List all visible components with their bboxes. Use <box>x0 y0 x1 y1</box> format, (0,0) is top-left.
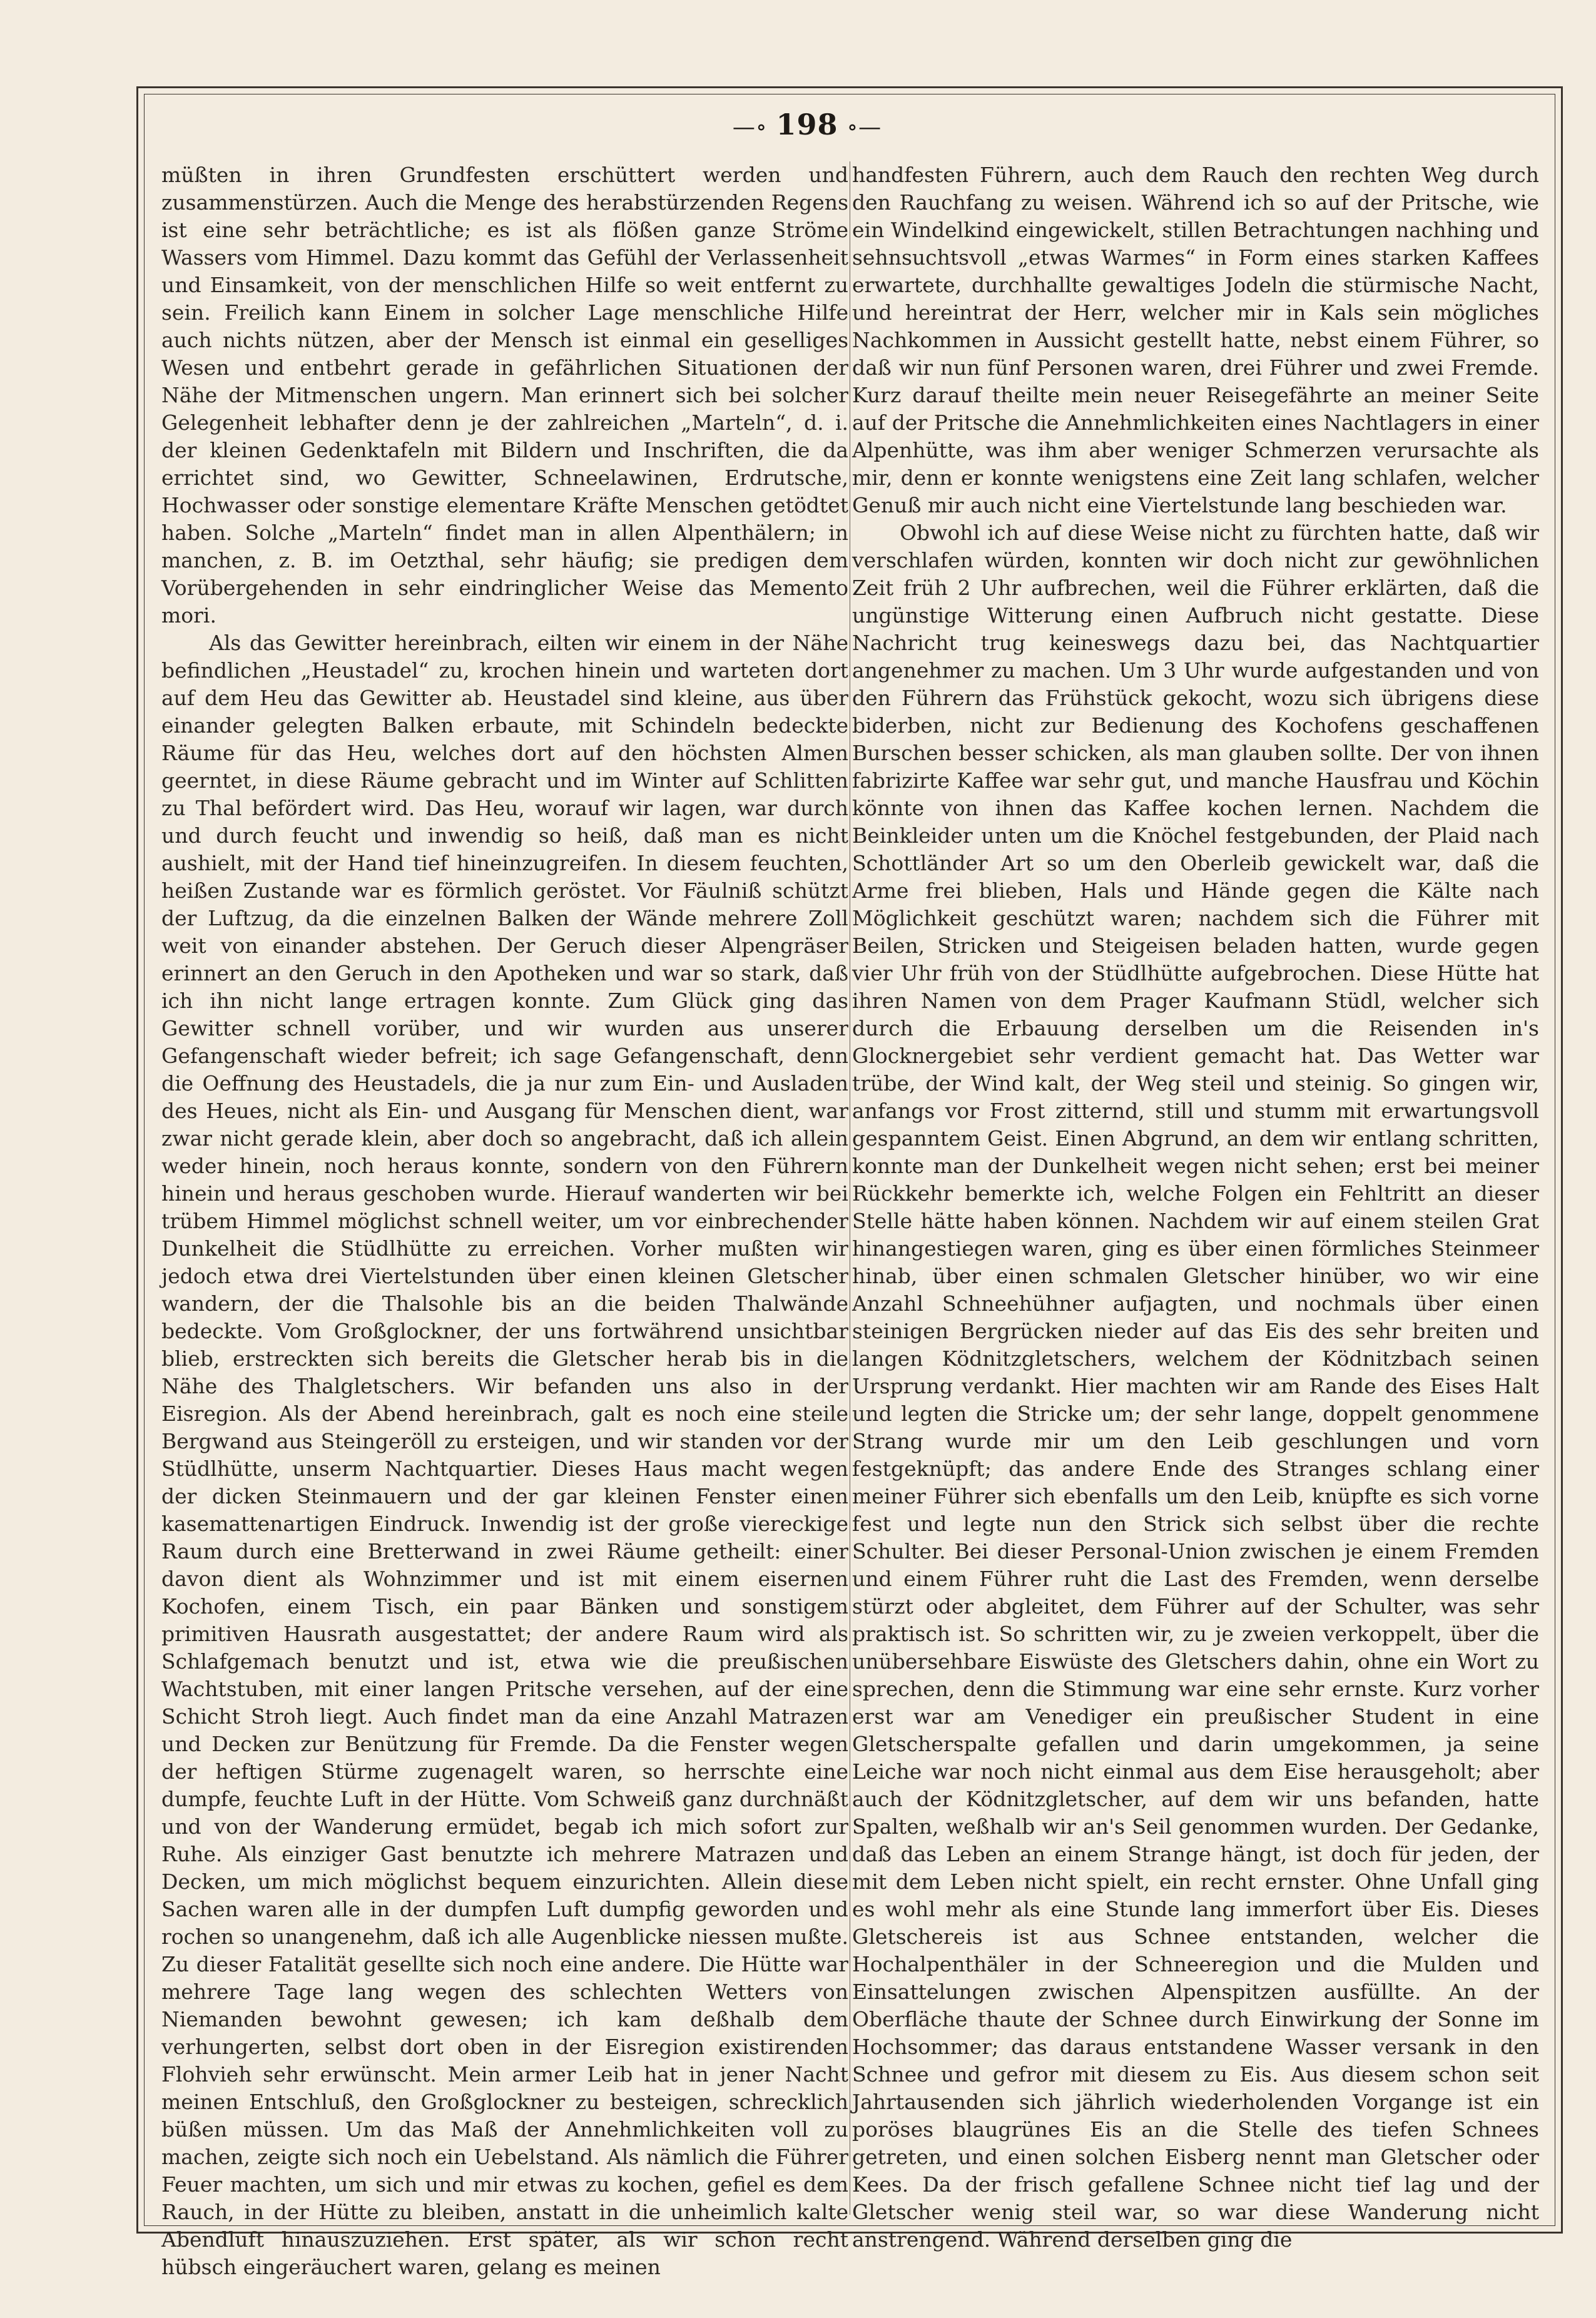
left-column <box>161 161 848 2279</box>
paragraph: müßten in ihren Grundfesten erschüttert werden und zusammenstürzen. Auch die Menge des herabstürzenden Regens ist eine sehr beträchtliche; es ist als flößen ganze Ströme Wassers vom Himmel. Dazu kommt das Gefühl der Verlassenheit und Einsamkeit, von der menschlichen Hilfe so weit entfernt zu sein. Freilich kann Einem in solcher Lage menschliche Hilfe auch nichts nützen, aber der Mensch ist einmal ein geselliges Wesen und entbehrt gerade in gefährlichen Situationen der Nähe der Mitmenschen ungern. Man erinnert sich bei solcher Gelegenheit lebhafter denn je der zahlreichen „Marteln“, d. i. der kleinen Gedenktafeln mit Bildern und Inschriften, die da errichtet sind, wo Gewitter, Schneelawinen, Erdrutsche, Hochwasser oder sonstige elementare Kräfte Menschen getödtet haben. Solche „Marteln“ findet man in allen Alpenthälern; in manchen, z. B. im Oetzthal, sehr häufig; sie predigen dem Vorübergehenden in sehr eindringlicher Weise das Memento mori. <box>161 163 848 628</box>
paragraph: handfesten Führern, auch dem Rauch den rechten Weg durch den Rauchfang zu weisen. Während ich so auf der Pritsche, wie ein Windelkind eingewickelt, stillen Betrachtungen nachhing und sehnsuchtsvoll „etwas Warmes“ in Form eines starken Kaffees erwartete, durchhallte gewaltiges Jodeln die stürmische Nacht, und hereintrat der Herr, welcher mir in Kals sein mögliches Nachkommen in Aussicht gestellt hatte, nebst einem Führer, so daß wir nun fünf Personen waren, drei Führer und zwei Fremde. Kurz darauf theilte mein neuer Reisegefährte an meiner Seite auf der Pritsche die Annehmlichkeiten eines Nachtlagers in einer Alpenhütte, was ihm aber weniger Schmerzen verursachte als mir, denn er konnte wenigstens eine Zeit lang schlafen, welcher Genuß mir auch nicht eine Viertelstunde lang beschieden war. <box>852 163 1539 517</box>
header-ornament-right: ∘— <box>846 114 882 140</box>
paragraph: Obwohl ich auf diese Weise nicht zu fürchten hatte, daß wir verschlafen würden, konnten wir doch nicht zur gewöhnlichen Zeit früh 2 Uhr aufbrechen, weil die Führer erklärten, daß die ungünstige Witterung einen Aufbruch nicht gestatte. Diese Nachricht trug keineswegs dazu bei, das Nachtquartier angenehmer zu machen. Um 3 Uhr wurde aufgestanden und von den Führern das Frühstück gekocht, wozu sich übrigens diese biderben, nicht zur Bedienung des Kochofens geschaffenen Burschen besser schicken, als man glauben sollte. Der von ihnen fabrizirte Kaffee war sehr gut, und manche Hausfrau und Köchin könnte von ihnen das Kaffee kochen lernen. Nachdem die Beinkleider unten um die Knöchel festgebunden, der Plaid nach Schottländer Art so um den Oberleib gewickelt war, daß die Arme frei blieben, Hals und Hände gegen die Kälte nach Möglichkeit geschützt waren; nachdem sich die Führer mit Beilen, Stricken und Steigeisen beladen hatten, wurde gegen vier Uhr früh von der Stüdlhütte aufgebrochen. Diese Hütte hat ihren Namen von dem Prager Kaufmann Stüdl, welcher sich durch die Erbauung derselben um die Reisenden in's Glocknergebiet sehr verdient gemacht hat. Das Wetter war trübe, der Wind kalt, der Weg steil und steinig. So gingen wir, anfangs vor Frost zitternd, still und stumm mit erwartungsvoll gespanntem Geist. Einen Abgrund, an dem wir entlang schritten, konnte man der Dunkelheit wegen nicht sehen; erst bei meiner Rückkehr bemerkte ich, welche Folgen ein Fehltritt an dieser Stelle hätte haben können. Nachdem wir auf einem steilen Grat hinangestiegen waren, ging es über einen förmliches Steinmeer hinab, über einen schmalen Gletscher hinüber, wo wir eine Anzahl Schneehühner aufjagten, und nochmals über einen steinigen Bergrücken nieder auf das Eis des sehr breiten und langen Ködnitzgletschers, welchem der Ködnitzbach seinen Ursprung verdankt. Hier machten wir am Rande des Eises Halt und legten die Stricke um; der sehr lange, doppelt genommene Strang wurde mir um den Leib geschlungen und vorn festgeknüpft; das andere Ende des Stranges schlang einer meiner Führer sich ebenfalls um den Leib, knüpfte es sich vorne fest und legte nun den Strick sich selbst über die rechte Schulter. Bei dieser Personal-Union zwischen je einem Fremden und einem Führer ruht die Last des Fremden, wenn derselbe stürzt oder abgleitet, dem Führer auf der Schulter, was sehr praktisch ist. So schritten wir, zu je zweien verkoppelt, über die unübersehbare Eiswüste des Gletschers dahin, ohne ein Wort zu sprechen, denn die Stimmung war eine sehr ernste. Kurz vorher erst war am Venediger ein preußischer Student in eine Gletscherspalte gefallen und darin umgekommen, ja seine Leiche war noch nicht einmal aus dem Eise herausgeholt; aber auch der Ködnitzgletscher, auf dem wir uns befanden, hatte Spalten, weßhalb wir an's Seil genommen wurden. Der Gedanke, daß das Leben an einem Strange hängt, ist doch für jeden, der mit dem Leben nicht spielt, ein recht ernster. Ohne Unfall ging es wohl mehr als eine Stunde lang immerfort über Eis. Dieses Gletschereis ist aus Schnee entstanden, welcher die Hochalpenthäler in der Schneeregion und die Mulden und Einsattelungen zwischen Alpenspitzen ausfüllte. An der Oberfläche thaute der Schnee durch Einwirkung der Sonne im Hochsommer; das daraus entstandene Wasser versank in den Schnee und gefror mit diesem zu Eis. Aus diesem schon seit Jahrtausenden sich jährlich wiederholenden Vorgange ist ein poröses blaugrünes Eis an die Stelle des tiefen Schnees getreten, und einen solchen Eisberg nennt man Gletscher oder Kees. Da der frisch gefallene Schnee nicht tief lag und der Gletscher wenig steil war, so war diese Wanderung nicht anstrengend. Während derselben ging die <box>852 521 1539 2252</box>
header-ornament-left: —∘ <box>732 114 768 140</box>
page-header <box>713 108 901 151</box>
page-number: 198 <box>776 108 838 141</box>
right-column <box>852 161 1539 2252</box>
paragraph: Als das Gewitter hereinbrach, eilten wir einem in der Nähe befindlichen „Heustadel“ zu, krochen hinein und warteten dort auf dem Heu das Gewitter ab. Heustadel sind kleine, aus über einander gelegten Balken erbaute, mit Schindeln bedeckte Räume für das Heu, welches dort auf den höchsten Almen geerntet, in diese Räume gebracht und im Winter auf Schlitten zu Thal befördert wird. Das Heu, worauf wir lagen, war durch und durch feucht und inwendig so heiß, daß man es nicht aushielt, mit der Hand tief hineinzugreifen. In diesem feuchten, heißen Zustande war es förmlich geröstet. Vor Fäulniß schützt der Luftzug, da die einzelnen Balken der Wände mehrere Zoll weit von einander abstehen. Der Geruch dieser Alpengräser erinnert an den Geruch in den Apotheken und war so stark, daß ich ihn nicht lange ertragen konnte. Zum Glück ging das Gewitter schnell vorüber, und wir wurden aus unserer Gefangenschaft wieder befreit; ich sage Gefangenschaft, denn die Oeffnung des Heustadels, die ja nur zum Ein- und Ausladen des Heues, nicht als Ein- und Ausgang für Menschen dient, war zwar nicht gerade klein, aber doch so angebracht, daß ich allein weder hinein, noch heraus konnte, sondern von den Führern hinein und heraus geschoben wurde. Hierauf wanderten wir bei trübem Himmel möglichst schnell weiter, um vor einbrechender Dunkelheit die Stüdlhütte zu erreichen. Vorher mußten wir jedoch etwa drei Viertelstunden über einen kleinen Gletscher wandern, der die Thalsohle bis an die beiden Thalwände bedeckte. Vom Großglockner, der uns fortwährend unsichtbar blieb, erstreckten sich bereits die Gletscher herab bis in die Nähe des Thalgletschers. Wir befanden uns also in der Eisregion. Als der Abend hereinbrach, galt es noch eine steile Bergwand aus Steingeröll zu ersteigen, und wir standen vor der Stüdlhütte, unserm Nachtquartier. Dieses Haus macht wegen der dicken Steinmauern und der gar kleinen Fenster einen kasemattenartigen Eindruck. Inwendig ist der große viereckige Raum durch eine Bretterwand in zwei Räume getheilt: einer davon dient als Wohnzimmer und ist mit einem eisernen Kochofen, einem Tisch, ein paar Bänken und sonstigem primitiven Hausrath ausgestattet; der andere Raum wird als Schlafgemach benutzt und ist, etwa wie die preußischen Wachtstuben, mit einer langen Pritsche versehen, auf der eine Schicht Stroh liegt. Auch findet man da eine Anzahl Matrazen und Decken zur Benützung für Fremde. Da die Fenster wegen der heftigen Stürme zugenagelt waren, so herrschte eine dumpfe, feuchte Luft in der Hütte. Vom Schweiß ganz durchnäßt und von der Wanderung ermüdet, begab ich mich sofort zur Ruhe. Als einziger Gast benutzte ich mehrere Matrazen und Decken, um mich möglichst bequem einzurichten. Allein diese Sachen waren alle in der dumpfen Luft dumpfig geworden und rochen so unangenehm, daß ich alle Augenblicke niessen mußte. Zu dieser Fatalität gesellte sich noch eine andere. Die Hütte war mehrere Tage lang wegen des schlechten Wetters von Niemanden bewohnt gewesen; ich kam deßhalb dem verhungerten, selbst dort oben in der Eisregion existirenden Flohvieh sehr erwünscht. Mein armer Leib hat in jener Nacht meinen Entschluß, den Großglockner zu besteigen, schrecklich büßen müssen. Um das Maß der Annehmlichkeiten voll zu machen, zeigte sich noch ein Uebelstand. Als nämlich die Führer Feuer machten, um sich und mir etwas zu kochen, gefiel es dem Rauch, in der Hütte zu bleiben, anstatt in die unheimlich kalte Abendluft hinauszuziehen. Erst später, als wir schon recht hübsch eingeräuchert waren, gelang es meinen <box>161 631 848 2279</box>
